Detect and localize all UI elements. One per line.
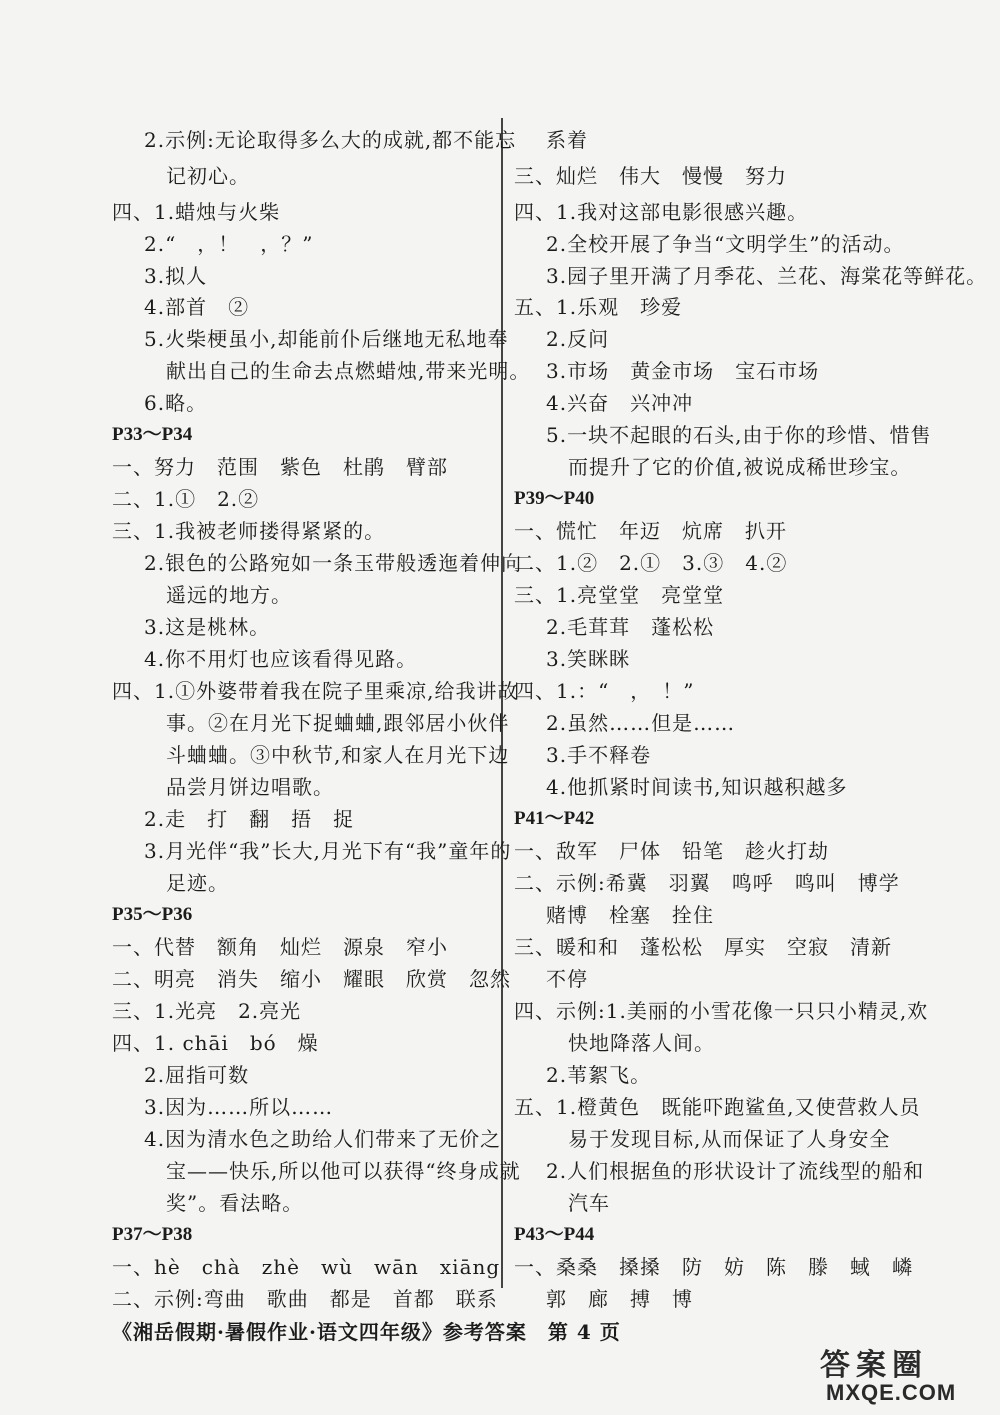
answer-line: 2.毛茸茸 蓬松松 — [546, 615, 715, 639]
answer-line: 斗蛐蛐。③中秋节,和家人在月光下边 — [166, 743, 510, 767]
answer-line: 5.一块不起眼的石头,由于你的珍惜、惜售 — [546, 423, 932, 447]
answer-line: 品尝月饼边唱歌。 — [166, 775, 334, 799]
answer-line: 一、hè chà zhè wù wān xiāng — [112, 1255, 501, 1279]
answer-line: 二、1.① 2.② — [112, 487, 260, 511]
answer-line: 4.你不用灯也应该看得见路。 — [144, 647, 418, 671]
answer-line: 一、慌忙 年迈 炕席 扒开 — [514, 519, 787, 543]
answer-line: 事。②在月光下捉蛐蛐,跟邻居小伙伴 — [166, 711, 510, 735]
answer-line: 3.市场 黄金市场 宝石市场 — [546, 359, 820, 383]
answer-line: 2.走 打 翻 捂 捉 — [144, 807, 355, 831]
answer-line: 2.人们根据鱼的形状设计了流线型的船和 — [546, 1159, 925, 1183]
answer-line: 郭 廊 搏 博 — [546, 1287, 693, 1311]
watermark-logo: 答案圈 — [820, 1348, 928, 1383]
answer-line: 四、1. chāi bó 燥 — [112, 1031, 319, 1055]
watermark-url: MXQE.COM — [826, 1380, 957, 1405]
answer-line: 五、1.乐观 珍爱 — [514, 295, 683, 319]
answer-line: 2.示例:无论取得多么大的成就,都不能忘 — [144, 128, 517, 152]
answer-line: 系着 — [546, 128, 588, 152]
answer-line: 4.兴奋 兴冲冲 — [546, 391, 694, 415]
answer-line: 3.手不释卷 — [546, 743, 652, 767]
answer-line: 四、1.我对这部电影很感兴趣。 — [514, 200, 809, 224]
answer-line: 二、1.② 2.① 3.③ 4.② — [514, 551, 788, 575]
answer-line: 2.反问 — [546, 327, 610, 351]
answer-line: 2.苇絮飞。 — [546, 1063, 652, 1087]
answer-line: 4.部首 ② — [144, 295, 250, 319]
answer-line: 一、敌军 尸体 铅笔 趁火打劫 — [514, 839, 829, 863]
answer-line: 快地降落人间。 — [568, 1031, 715, 1055]
answer-line: 而提升了它的价值,被说成稀世珍宝。 — [568, 455, 912, 479]
section-heading: P39～P40 — [514, 488, 595, 509]
answer-line: 2.虽然……但是…… — [546, 711, 736, 735]
answer-line: 三、1.亮堂堂 亮堂堂 — [514, 583, 725, 607]
answer-line: 2.“ ，！ ，？” — [144, 232, 314, 256]
answer-line: 二、明亮 消失 缩小 耀眼 欣赏 忽然 — [112, 967, 511, 991]
answer-line: 3.月光伴“我”长大,月光下有“我”童年的 — [144, 839, 512, 863]
answer-line: 足迹。 — [166, 871, 229, 895]
answer-line: 不停 — [546, 967, 588, 991]
answer-line: 赌博 栓塞 拴住 — [546, 903, 714, 927]
section-heading: P33～P34 — [112, 424, 193, 445]
watermark-stamp — [820, 1340, 990, 1410]
section-heading: P43～P44 — [514, 1224, 595, 1245]
answer-line: 一、代替 额角 灿烂 源泉 窄小 — [112, 935, 448, 959]
answer-line: 三、灿烂 伟大 慢慢 努力 — [514, 164, 787, 188]
answer-line: 2.全校开展了争当“文明学生”的活动。 — [546, 232, 905, 256]
answer-line: 遥远的地方。 — [166, 583, 292, 607]
answer-line: 三、1.我被老师搂得紧紧的。 — [112, 519, 386, 543]
answer-line: 四、1.蜡烛与火柴 — [112, 200, 281, 224]
answer-line: 4.他抓紧时间读书,知识越积越多 — [546, 775, 848, 799]
answer-line: 四、示例:1.美丽的小雪花像一只只小精灵,欢 — [514, 999, 929, 1023]
answer-line: 记初心。 — [166, 164, 250, 188]
page-footer: 《湘岳假期·暑假作业·语文四年级》参考答案 第 4 页 — [112, 1320, 621, 1344]
answer-line: 易于发现目标,从而保证了人身安全 — [568, 1127, 891, 1151]
answer-line: 四、1.①外婆带着我在院子里乘凉,给我讲故 — [112, 679, 519, 703]
answer-line: 汽车 — [568, 1191, 610, 1215]
answer-line: 5.火柴梗虽小,却能前仆后继地无私地奉 — [144, 327, 509, 351]
answer-line: 宝——快乐,所以他可以获得“终身成就 — [166, 1159, 521, 1183]
answer-line: 五、1.橙黄色 既能吓跑鲨鱼,又使营救人员 — [514, 1095, 921, 1119]
answer-line: 四、1.：“ ， ！” — [514, 679, 695, 703]
answer-line: 4.因为清水色之助给人们带来了无价之 — [144, 1127, 502, 1151]
section-heading: P35～P36 — [112, 904, 193, 925]
section-heading: P41～P42 — [514, 808, 595, 829]
answer-line: 2.银色的公路宛如一条玉带般透迤着伸向 — [144, 551, 523, 575]
answer-line: 3.笑眯眯 — [546, 647, 631, 671]
answer-line: 6.略。 — [144, 391, 208, 415]
answer-line: 二、示例:弯曲 歌曲 都是 首都 联系 — [112, 1287, 498, 1311]
answer-line: 二、示例:希冀 羽翼 鸣呼 鸣叫 博学 — [514, 871, 900, 895]
answer-line: 2.屈指可数 — [144, 1063, 250, 1087]
section-heading: P37～P38 — [112, 1224, 193, 1245]
column-divider — [501, 118, 503, 1288]
answer-line: 奖”。看法略。 — [166, 1191, 304, 1215]
answer-line: 三、1.光亮 2.亮光 — [112, 999, 302, 1023]
answer-line: 一、桑桑 搡搡 防 妨 陈 滕 蜮 嶙 — [514, 1255, 913, 1279]
answer-line: 3.拟人 — [144, 264, 208, 288]
answer-line: 三、暖和和 蓬松松 厚实 空寂 清新 — [514, 935, 892, 959]
answer-line: 3.因为……所以…… — [144, 1095, 334, 1119]
answer-line: 3.这是桃林。 — [144, 615, 271, 639]
answer-line: 3.园子里开满了月季花、兰花、海棠花等鲜花。 — [546, 264, 988, 288]
answer-line: 献出自己的生命去点燃蜡烛,带来光明。 — [166, 359, 531, 383]
answer-line: 一、努力 范围 紫色 杜鹃 臂部 — [112, 455, 448, 479]
